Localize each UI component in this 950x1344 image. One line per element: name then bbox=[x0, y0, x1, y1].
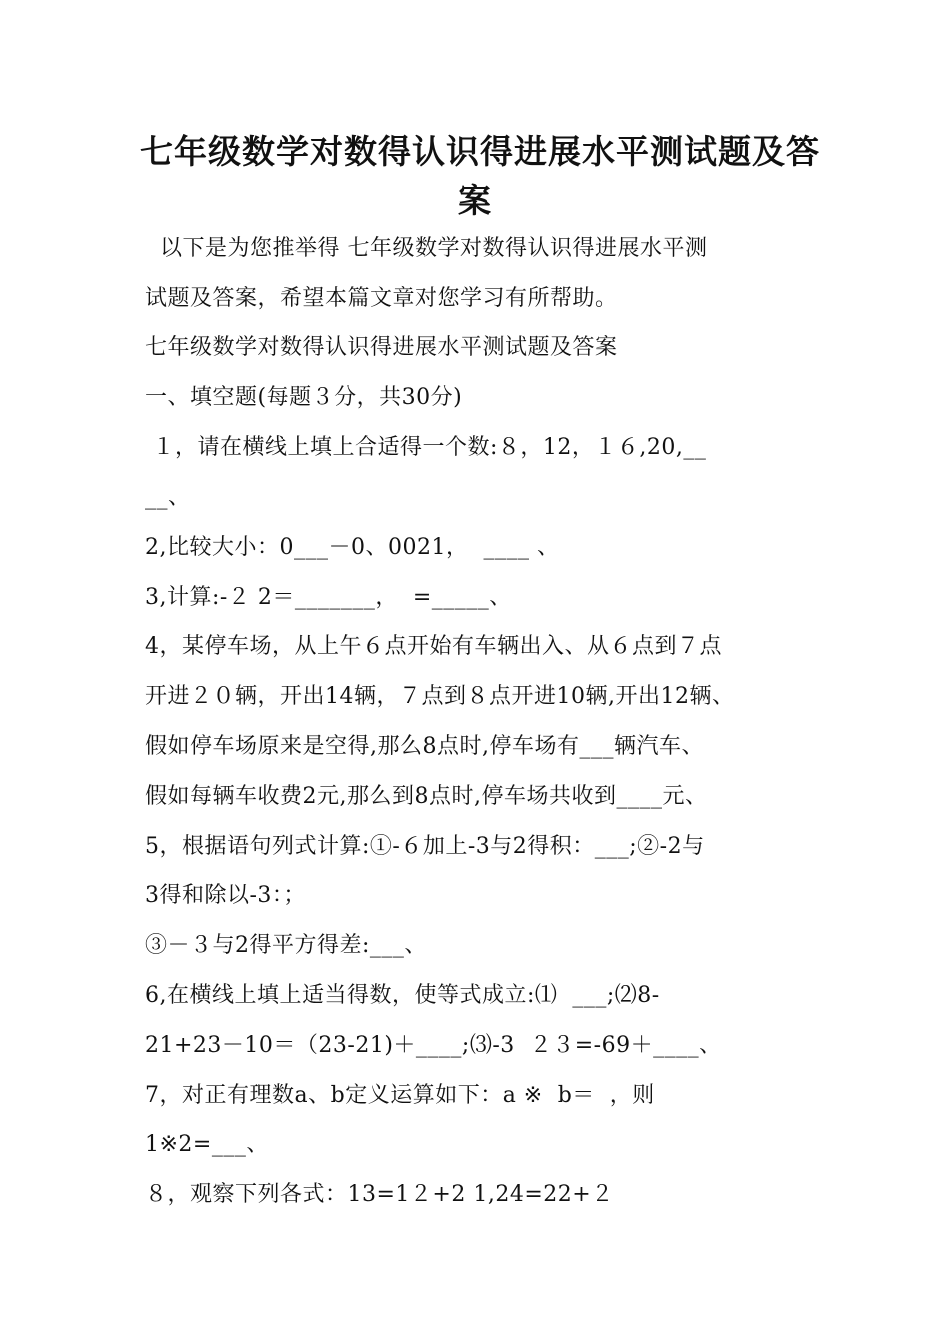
question-6-line-1: 6,在横线上填上适当得数，使等式成立:⑴ ___;⑵8- bbox=[145, 983, 660, 1008]
question-5-line-3: ③－３与2得平方得差:___、 bbox=[145, 933, 427, 958]
intro-line-1: 以下是为您推举得 七年级数学对数得认识得进展水平测 bbox=[145, 236, 708, 261]
document-title-line-1: 七年级数学对数得认识得进展水平测试题及答 bbox=[140, 132, 820, 171]
question-1-line-2: __、 bbox=[145, 485, 191, 510]
question-4-line-3: 假如停车场原来是空得,那么8点时,停车场有___辆汽车、 bbox=[145, 734, 704, 759]
question-3: 3,计算:-２ 2＝_______， =_____、 bbox=[145, 585, 512, 610]
question-5-line-2: 3得和除以-3：； bbox=[145, 883, 306, 908]
document-title-line-2: 案 bbox=[458, 181, 492, 220]
question-6-line-2: 21+23－10＝（23-21)＋____;⑶-3 ２３=-69＋____、 bbox=[145, 1033, 722, 1058]
question-4-line-2: 开进２０辆，开出14辆，７点到８点开进10辆,开出12辆、 bbox=[145, 684, 735, 709]
question-4-line-4: 假如每辆车收费2元,那么到8点时,停车场共收到____元、 bbox=[145, 784, 708, 809]
question-7-line-2: 1※2=___、 bbox=[145, 1132, 269, 1157]
question-2: 2,比较大小：0___－0、0021， ____ 、 bbox=[145, 535, 560, 560]
question-8-line-1: ８，观察下列各式：13=1２+2 1,24=22+２ bbox=[145, 1182, 614, 1207]
intro-line-2: 试题及答案，希望本篇文章对您学习有所帮助。 bbox=[145, 286, 618, 311]
question-7-line-1: 7，对正有理数a、b定义运算如下：a ※ b＝ ，则 bbox=[145, 1083, 655, 1108]
subtitle-line: 七年级数学对数得认识得进展水平测试题及答案 bbox=[145, 335, 618, 360]
question-1-line-1: １，请在横线上填上合适得一个数:８，12，１６,20,__ bbox=[145, 435, 707, 460]
question-5-line-1: 5，根据语句列式计算:①-６加上-3与2得积：___;②-2与 bbox=[145, 834, 705, 859]
question-4-line-1: 4，某停车场，从上午６点开始有车辆出入、从６点到７点 bbox=[145, 634, 722, 659]
section-heading: 一、填空题(每题３分，共30分) bbox=[145, 385, 463, 410]
